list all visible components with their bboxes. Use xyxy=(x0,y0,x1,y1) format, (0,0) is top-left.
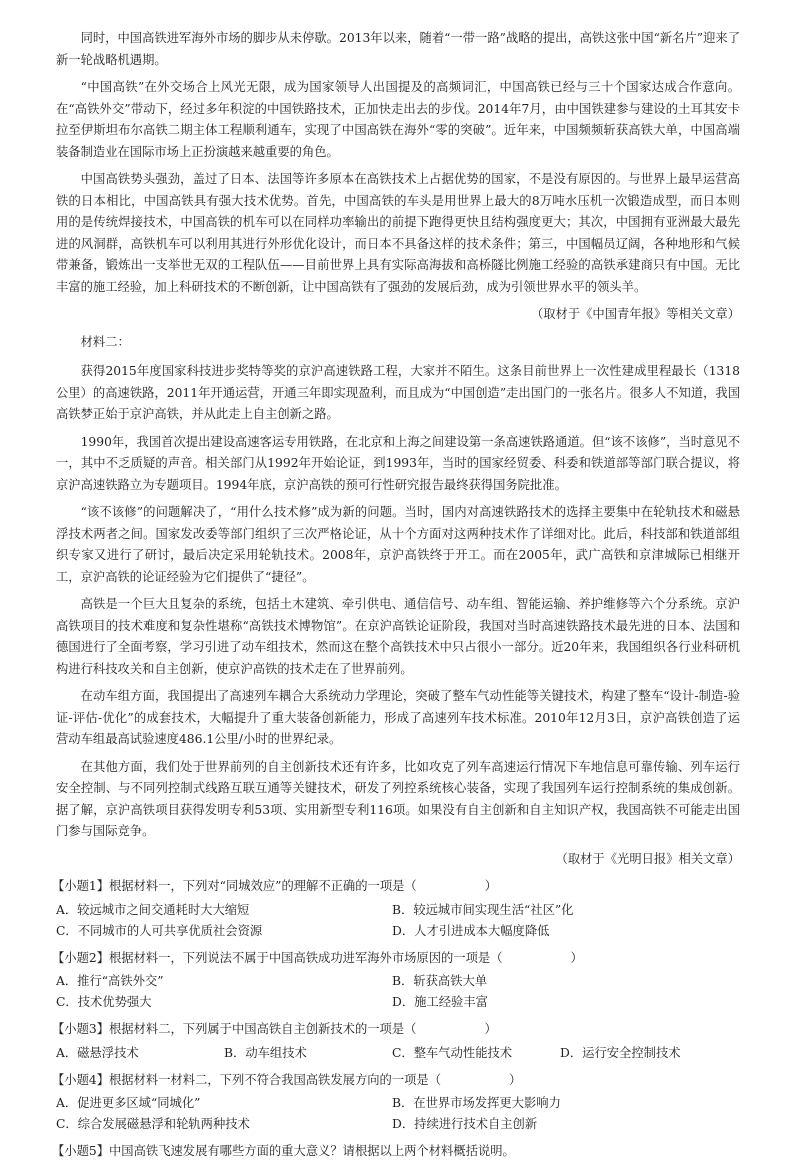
paragraph: 1990年，我国首次提出建设高速客运专用铁路，在北京和上海之间建设第一条高速铁路通道。但“该不该修”，当时意见不一，其中不乏质疑的声音。相关部门从1992年开始论证，到1993年，当时的国家经贸委、科委和铁道部等部门联合提议，将京沪高速铁路立为专题项目。1994年底，京沪高铁的预可行性研究报告最终获得国务院批准。 xyxy=(56,434,740,492)
paragraph: “该不该修”的问题解决了，“用什么技术修”成为新的问题。当时，国内对高速铁路技术的选择主要集中在轮轨技术和磁悬浮技术两者之间。国家发改委等部门组织了三次严格论证，从十个方面对这两种技术作了详细对比。此后，科技部和铁道部组织专家又进行了研讨，最后决定采用轮轨技术。2008年，京沪高铁终于开工。而在2005年，武广高铁和京津城际已相继开工，京沪高铁的论证经验为它们提供了“捷径”。 xyxy=(56,505,740,584)
exam-page xyxy=(52,28,740,1163)
option-b[interactable]: B．较远城市间实现生活“社区”化 xyxy=(392,902,574,917)
option-d[interactable]: D．持续进行技术自主创新 xyxy=(392,1117,538,1131)
questions xyxy=(52,876,740,1163)
question-5 xyxy=(52,1141,740,1163)
option-c[interactable]: C．技术优势强大 xyxy=(56,995,152,1009)
paragraph: 中国高铁势头强劲，盖过了日本、法国等许多原本在高铁技术上占据优势的国家，不是没有原因的。与世界上最早运营高铁的日本相比，中国高铁具有强大技术优势。首先，中国高铁的车头是用世界上最大的8万吨水压机一次锻造成型，而日本则用的是传统焊接技术，中国高铁的机车可以在同样功率输出的前提下跑得更快且结构强度更大；其次，中国拥有亚洲最大最先进的风洞群，高铁机车可以利用其进行外形优化设计，而日本不具备这样的技术条件；第三，中国幅员辽阔，各种地形和气候带兼备，锻炼出一支举世无双的工程队伍——目前世界上具有实际高海拔和高桥隧比例施工经验的高铁承建商只有中国。无比丰富的施工经验，加上科研技术的不断创新，让中国高铁有了强劲的发展后劲，成为引领世界水平的领头羊。 xyxy=(56,172,740,294)
options xyxy=(56,900,740,942)
options xyxy=(56,1093,740,1135)
question-4 xyxy=(52,1070,740,1136)
paragraph: 高铁是一个巨大且复杂的系统，包括土木建筑、牵引供电、通信信号、动车组、智能运输、养护维修等六个分系统。京沪高铁项目的技术难度和复杂性堪称“高铁技术博物馆”。在京沪高铁论证阶段，我国对当时高速铁路技术最先进的日本、法国和德国进行了全面考察，学习引进了动车组技术，然而这在整个高铁技术中只占很小一部分。近20年来，我国组织各行业科研机构进行科技攻关和自主创新，使京沪高铁的技术走在了世界前列。 xyxy=(56,597,740,676)
question-stem: 【小题3】根据材料二，下列属于中国高铁自主创新技术的一项是（ xyxy=(52,1022,417,1036)
option-b[interactable]: B．在世界市场发挥更大影响力 xyxy=(392,1096,561,1110)
paragraph: “中国高铁”在外交场合上风光无限，成为国家领导人出国提及的高频词汇，中国高铁已经与三十个国家达成合作意向。在“高铁外交”带动下，经过多年积淀的中国铁路技术，正加快走出去的步伐。2014年7月，由中国铁建参与建设的土耳其安卡拉至伊斯坦布尔高铁二期主体工程顺利通车，实现了中国高铁在海外“零的突破”。近年来，中国频频斩获高铁大单，中国高端装备制造业在国际市场上正扮演越来越重要的角色。 xyxy=(56,80,740,159)
question-stem: 【小题4】根据材料一材料二，下列不符合我国高铁发展方向的一项是（ xyxy=(52,1072,442,1087)
paragraph: 同时，中国高铁进军海外市场的脚步从未停歇。2013年以来，随着“一带一路”战略的提出，高铁这张中国“新名片”迎来了新一轮战略机遇期。 xyxy=(56,31,740,67)
options xyxy=(56,1043,740,1064)
option-c[interactable]: C．不同城市的人可共享优质社会资源 xyxy=(56,923,263,938)
material-heading: 材料二： xyxy=(80,334,130,349)
source-citation: （取材于《光明日报》相关文章） xyxy=(555,851,740,866)
question-close: ） xyxy=(484,1022,497,1036)
paragraph: 获得2015年度国家科技进步奖特等奖的京沪高速铁路工程，大家并不陌生。这条目前世界上一次性建成里程最长（1318公里）的高速铁路，2011年开通运营，开通三年即实现盈利，而且成为“中国创造”走出国门的一张名片。很多人不知道，我国高铁梦正始于京沪高铁，并从此走上自主创新之路。 xyxy=(56,364,740,421)
question-close: ） xyxy=(570,950,583,965)
option-d[interactable]: D．人才引进成本大幅度降低 xyxy=(392,923,550,938)
question-stem: 【小题2】根据材料一，下列说法不属于中国高铁成功进军海外市场原因的一项是（ xyxy=(52,950,503,965)
material-one-tail xyxy=(56,28,740,326)
question-close: ） xyxy=(484,879,498,893)
option-a[interactable]: A．较远城市之间交通耗时大大缩短 xyxy=(56,902,250,917)
option-c[interactable]: C．综合发展磁悬浮和轮轨两种技术 xyxy=(56,1117,250,1131)
option-d[interactable]: D．运行安全控制技术 xyxy=(560,1045,681,1060)
material-two xyxy=(56,332,740,871)
question-stem: 【小题5】中国高铁飞速发展有哪些方面的重大意义？请根据以上两个材料概括说明。 xyxy=(52,1144,515,1158)
question-2 xyxy=(52,948,740,1014)
question-3 xyxy=(52,1019,740,1064)
paragraph: 在其他方面，我们处于世界前列的自主创新技术还有许多，比如攻克了列车高速运行情况下车地信息可靠传输、列车运行安全控制、与不同列控制式线路互联互通等关键技术，研发了列控系统核心装备，实现了我国列车运行控制系统的集成创新。据了解，京沪高铁项目获得发明专利53项、实用新型专利116项。如果没有自主创新和自主知识产权，我国高铁不可能走出国门参与国际竞争。 xyxy=(56,759,740,838)
option-b[interactable]: B．动车组技术 xyxy=(224,1045,307,1060)
option-d[interactable]: D．施工经验丰富 xyxy=(392,995,488,1009)
option-a[interactable]: A．磁悬浮技术 xyxy=(56,1045,139,1060)
question-1 xyxy=(52,876,740,942)
paragraph: 在动车组方面，我国提出了高速列车耦合大系统动力学理论，突破了整车气动性能等关键技术，构建了整车“设计-制造-验证-评估-优化”的成套技术，大幅提升了重大装备创新能力，形成了高速列车技术标准。2010年12月3日，京沪高铁创造了运营动车组最高试验速度486.1公里/小时的世界纪录。 xyxy=(56,689,740,746)
option-a[interactable]: A．推行“高铁外交” xyxy=(56,974,164,988)
question-stem: 【小题1】根据材料一，下列对“同城效应”的理解不正确的一项是（ xyxy=(52,879,417,893)
question-close: ） xyxy=(509,1072,522,1087)
option-c[interactable]: C．整车气动性能技术 xyxy=(392,1045,513,1060)
options xyxy=(56,971,740,1013)
option-a[interactable]: A．促进更多区域“同城化” xyxy=(56,1096,201,1110)
source-citation: （取材于《中国青年报》等相关文章） xyxy=(530,307,740,321)
option-b[interactable]: B．斩获高铁大单 xyxy=(392,974,488,988)
